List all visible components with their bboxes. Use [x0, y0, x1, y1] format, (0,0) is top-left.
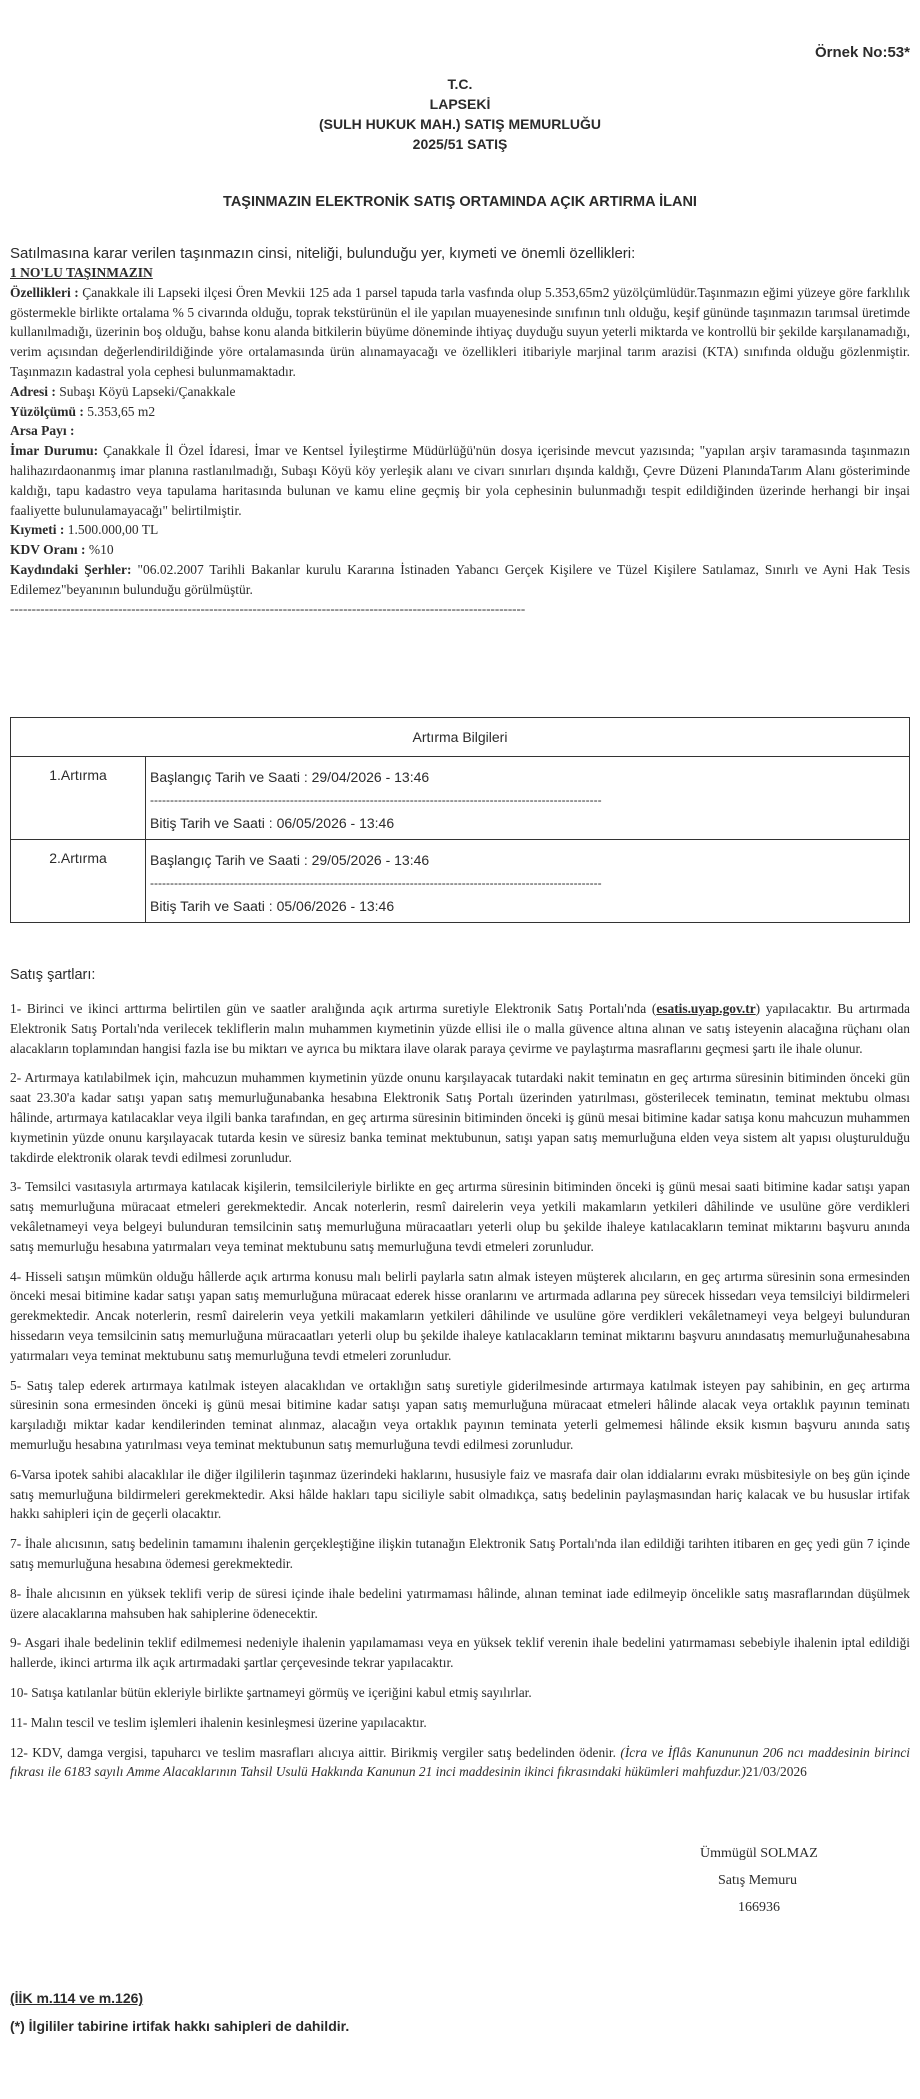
- property-land-share: [10, 421, 910, 441]
- condition-8: 8- İhale alıcısının en yüksek teklifi verip de süresi içinde ihale bedelini yatırmaması hâlinde, alınan teminat iade edilmeyip öncelikle satış masraflarından düşülmek üzere alacaklarına mahsuben hak sahiplerine ödenecektir.: [10, 1585, 910, 1621]
- header-city: LAPSEKİ: [429, 96, 491, 112]
- property-features: [10, 283, 910, 382]
- start-datetime: Başlangıç Tarih ve Saati : 29/04/2026 - 13:46: [150, 769, 430, 785]
- features-label: Özellikleri :: [10, 284, 79, 300]
- address-text: Subaşı Köyü Lapseki/Çanakkale: [55, 383, 236, 399]
- end-datetime: Bitiş Tarih ve Saati : 05/06/2026 - 13:46: [150, 898, 395, 914]
- area-label: Yüzölçümü :: [10, 403, 84, 419]
- property-details: [10, 263, 910, 618]
- condition-7: 7- İhale alıcısının, satış bedelinin tamamını ihalenin gerçekleştiğine ilişkin tutanağın Elektronik Satış Portalı'nda ilan edildiği tarihten itibaren en geç yedi gün 7 içinde satış memurluğuna hesabına ödemesi gerekmektedir.: [10, 1536, 910, 1571]
- row-divider: -----------------------------------------------------------------------------------------------------------------: [150, 793, 602, 807]
- end-datetime: Bitiş Tarih ve Saati : 06/05/2026 - 13:46: [150, 815, 395, 831]
- annotations-text: "06.02.2007 Tarihli Bakanlar kurulu Kararına İstinaden Yabancı Gerçek Kişilere ve Tüzel Kişilere Satılamaz, Sınırlı ve Ayni Hak Tesis Edilemez"beyanının bulunduğu görülmüştür.: [10, 561, 910, 597]
- value-text: 1.500.000,00 TL: [64, 522, 159, 538]
- condition-11: 11- Malın tescil ve teslim işlemleri ihalenin kesinleşmesi üzerine yapılacaktır.: [10, 1714, 427, 1730]
- header-tc: T.C.: [447, 76, 473, 92]
- signature-block: [0, 1840, 920, 1921]
- signer-name: Ümmügül SOLMAZ: [700, 1846, 818, 1861]
- header-office: (SULH HUKUK MAH.) SATIŞ MEMURLUĞU: [318, 116, 602, 132]
- property-address: [10, 382, 910, 402]
- condition-10: 10- Satışa katılanlar bütün ekleriyle birlikte şartnameyi görmüş ve içeriğini kabul etmiş sayılırlar.: [10, 1684, 532, 1700]
- sale-conditions: [10, 967, 910, 1792]
- zoning-label: İmar Durumu:: [10, 443, 99, 459]
- zoning-text: Çanakkale İl Özel İdaresi, İmar ve Kentsel İyileştirme Müdürlüğü'nün dosya içerisinde mevcut yazısında; "yapılan arşiv taramasında taşınmazın halihazırdaonanmış imar planına rastlanılmadığı, Subaşı Köyü köy yerleşik alanı ve civarı sınırları dışında kaldığı, Çevre Düzeni PlanındaTarım Alanı gösteriminde kaldığı, tapu kadastro veya tapulama haritasında bulunan ve kamu eline geçmiş bir yola cephesinin bulunmadığı tespit edildiğinden üzerinde herhangi bir inşai faaliyette bulunulamayacağı" belirtilmiştir.: [10, 443, 910, 518]
- area-text: 5.353,65 m2: [83, 403, 156, 419]
- features-text: Çanakkale ili Lapseki ilçesi Ören Mevkii 125 ada 1 parsel tapuda tarla vasfında olup 5.353,65m2 yüzölçümlüdür.Taşınmazın eğimi yüzeye göre farklılık göstermekle birlikte ortalama % 5 civarında olduğu, toprak tekstürünün el ile yapılan muayenesinde sınıfının tınlı olduğu, keşif gününde taşınmazın tarımsal üretimde kullanılmadığı, üzerinin boş olduğu, bahse konu alanda bitkilerin büyüme döneminde ihtiyaç duyduğu suyun yeterli miktarda ve kontrollü bir şekilde karşılanamadığı, verim açısından değerlendirildiğinde yöre ortalamasında ürün alınamayacağı ve özellikleri itibariyle marjinal tarım arazisi (KTA) sınıfında olduğu gözlenmiştir. Taşınmazın kadastral yola cephesi bulunmamaktadır.: [10, 284, 910, 379]
- signer-id: 166936: [738, 1900, 780, 1915]
- table-row: [11, 840, 910, 923]
- annotations-label: Kaydındaki Şerhler:: [10, 561, 132, 577]
- intro-text: Satılmasına karar verilen taşınmazın cinsi, niteliği, bulunduğu yer, kıymeti ve önemli özellikleri:: [10, 245, 636, 262]
- value-label: Kıymeti :: [10, 522, 65, 538]
- auction-label: 1.Artırma: [11, 757, 146, 840]
- property-zoning: [10, 441, 910, 520]
- condition-5: 5- Satış talep ederek artırmaya katılmak isteyen alacaklıdan ve ortaklığın satış suretiyle giderilmesinde artırmaya katılmak isteyen pay sahibinin, en geç artırma süresinin sona ermesinden önceki iş günü mesai bitimine kadar satışı yapan satış memurluğuna müracaat etmeleri hâlinde alacak veya ortaklık payının teminatı karşıladığı miktar kadar kendilerinden teminat alınmaz, alacağın veya ortaklık payının teminata yeterli gelmemesi hâlinde eksik kısmın başvuru anında satış memurluğu hesabına yatırılması veya teminat mektubunun satış memurluğuna tevdi edilmesi zorunludur.: [10, 1377, 910, 1452]
- table-row: [11, 757, 910, 840]
- footnote: (*) İlgililer tabirine irtifak hakkı sahipleri de dahildir.: [10, 2018, 350, 2034]
- condition-4: 4- Hisseli satışın mümkün olduğu hâllerde açık artırma konusu malı belirli paylarla satın almak isteyen müşterek alıcıların, en geç artırma süresinin sona ermesinden önceki mesai bitimine kadar satışı yapan satış memurluğuna müracaat ederek hisse oranlarını ve artırmada adlarına pey sürecek hissedarı veya temsilciyi bildirmeleri gerekmektedir. Ancak noterlerin, resmî dairelerin veya yetkili makamların yetkileri dâhilinde ve usulüne göre verdikleri vekâletnameyi veya belgeyi bulunduran hissedarın veya temsilcinin satış memurluğuna müracaatları yeterli olup bu şekilde ihaleye katılacakların teminat miktarını başvuru anındasatış memurluğunahesabına yatırmaları veya teminat mektubunu satış memurluğuna tevdi etmeleri zorunludur.: [10, 1268, 910, 1363]
- auction-label: 2.Artırma: [11, 840, 146, 923]
- ornek-no: Örnek No:53*: [814, 44, 910, 61]
- address-label: Adresi :: [10, 383, 56, 399]
- condition-1: 1- Birinci ve ikinci arttırma belirtilen gün ve saatler aralığında açık artırma suretiyle Elektronik Satış Portalı'nda (esatis.uyap.gov.tr) yapılacaktır. Bu artırmada Elektronik Satış Portalı'nda verilecek tekliflerin malın muhammen kıymetinin yüzde ellisi ile o malla güvence altına alınan ve satış isteyenin alacağına rüçhanı olan alacakların toplamından hangisi fazla ise bu miktarı ve ayrıca bu miktara ilave olarak paraya çevirme ve paylaştırma masraflarını geçmesi şartı ile ihale olunur.: [10, 1001, 911, 1056]
- start-datetime: Başlangıç Tarih ve Saati : 29/05/2026 - 13:46: [150, 852, 430, 868]
- document-header: [0, 74, 920, 154]
- sale-conditions-title: Satış şartları:: [10, 967, 96, 983]
- signer-title: Satış Memuru: [718, 1873, 797, 1888]
- condition-9: 9- Asgari ihale bedelinin teklif edilmemesi nedeniyle ihalenin yapılamaması veya en yüksek teklif verenin ihale bedelini yatırmaması sebebiyle ihalenin iptal edildiği hallerde, ikinci artırma ilk açık artırmadaki şartlar çerçevesinde tekrar yapılacaktır.: [10, 1635, 910, 1671]
- vat-text: %10: [85, 542, 114, 558]
- header-case-no: 2025/51 SATIŞ: [412, 136, 508, 152]
- auction-dates: [146, 840, 910, 923]
- auction-table-title: Artırma Bilgileri: [11, 718, 910, 757]
- ilan-title: TAŞINMAZIN ELEKTRONİK SATIŞ ORTAMINDA AÇIK ARTIRMA İLANI: [223, 194, 697, 210]
- condition-6: 6-Varsa ipotek sahibi alacaklılar ile diğer ilgililerin taşınmaz üzerindeki haklarını, hususiyle faiz ve masrafa dair olan iddialarını evrakı müsbitesiyle on beş gün içinde satış memurluğuna bildirmeleri gerekmektedir. Aksi hâlde hakları tapu siciliyle sabit olmadıkça, satış bedelinin paylaşmasından hariç kalacak ve bu hususlar irtifak hakkı sahipleri için de geçerli olacaktır.: [10, 1466, 910, 1522]
- property-vat: [10, 540, 910, 560]
- auction-dates: [146, 757, 910, 840]
- property-area: [10, 402, 910, 422]
- property-value: [10, 520, 910, 540]
- row-divider: -----------------------------------------------------------------------------------------------------------------: [150, 876, 602, 890]
- property-annotations: [10, 560, 910, 600]
- property-heading: 1 NO'LU TAŞINMAZIN: [10, 265, 153, 280]
- property-section: [10, 245, 910, 618]
- land-share-label: Arsa Payı :: [10, 423, 75, 439]
- condition-12: 12- KDV, damga vergisi, tapuharcı ve teslim masrafları alıcıya aittir. Birikmiş vergiler satış bedelinden ödenir. (İcra ve İflâs Kanununun 206 ncı maddesinin birinci fıkrası ile 6183 sayılı Amme Alacaklarının Tahsil Usulü Hakkında Kanunun 21 inci maddesinin ikinci fıkrasındaki hükümleri mahfuzdur.)21/03/2026: [10, 1744, 910, 1780]
- vat-label: KDV Oranı :: [10, 542, 86, 558]
- separator-line: -----------------------------------------------------------------------------------------------------------------------: [10, 600, 526, 616]
- condition-2: 2- Artırmaya katılabilmek için, mahcuzun muhammen kıymetinin yüzde onunu karşılayacak tutardaki nakit teminatın en geç artırma süresinin bitiminden önceki gün saat 23.30'a kadar satışı yapan satış memurluğunabanka hesabına Elektronik Satış Portalı üzerinden yatırılması, gösterilecek teminatın, teminat mektubu olması hâlinde, artırmaya katılacaklar veya ilgili banka tarafından, en geç artırma süresinin bitiminden önceki iş günü mesai bitimine kadar satışa konu mahcuzun muhammen kıymetinin yüzde onunu karşılayacak tutarda kesin ve süresiz banka teminat mektubunun, satışı yapan satış memurluğuna elden veya sistem alt yapısı oluşturulduğu takdirde elektronik olarak tevdi edilmesi zorunludur.: [10, 1070, 910, 1165]
- esatis-link[interactable]: esatis.uyap.gov.tr: [656, 1001, 756, 1016]
- condition-3: 3- Temsilci vasıtasıyla artırmaya katılacak kişilerin, temsilcileriyle birlikte en geç artırma süresinin bitiminden önceki iş günü mesai saati bitimine kadar satışı yapan satış memurluğuna müracaat etmeleri gerekmektedir. Ancak noterlerin, resmî dairelerin veya yetkili makamların yetkileri dâhilinde ve usulüne göre verdikleri vekâletnameyi veya belgeyi bulunduran temsilcinin satış memurluğuna müracaatları yeterli olup bu şekilde ihaleye katılacakların teminat miktarını başvuru anında satış memurluğu hesabına yatırmaları veya teminat mektubunu satış memurluğuna tevdi etmeleri zorunludur.: [10, 1179, 910, 1254]
- document-date: 21/03/2026: [745, 1764, 807, 1780]
- auction-table: [10, 717, 910, 923]
- law-reservation: (İcra ve İflâs Kanununun 206 ncı maddesinin birinci fıkrası ile 6183 sayılı Amme Alacaklarının Tahsil Usulü Hakkında Kanunun 21 inci maddesinin ikinci fıkrasındaki hükümleri mahfuzdur.): [10, 1744, 910, 1780]
- law-reference: (İİK m.114 ve m.126): [10, 1990, 144, 2006]
